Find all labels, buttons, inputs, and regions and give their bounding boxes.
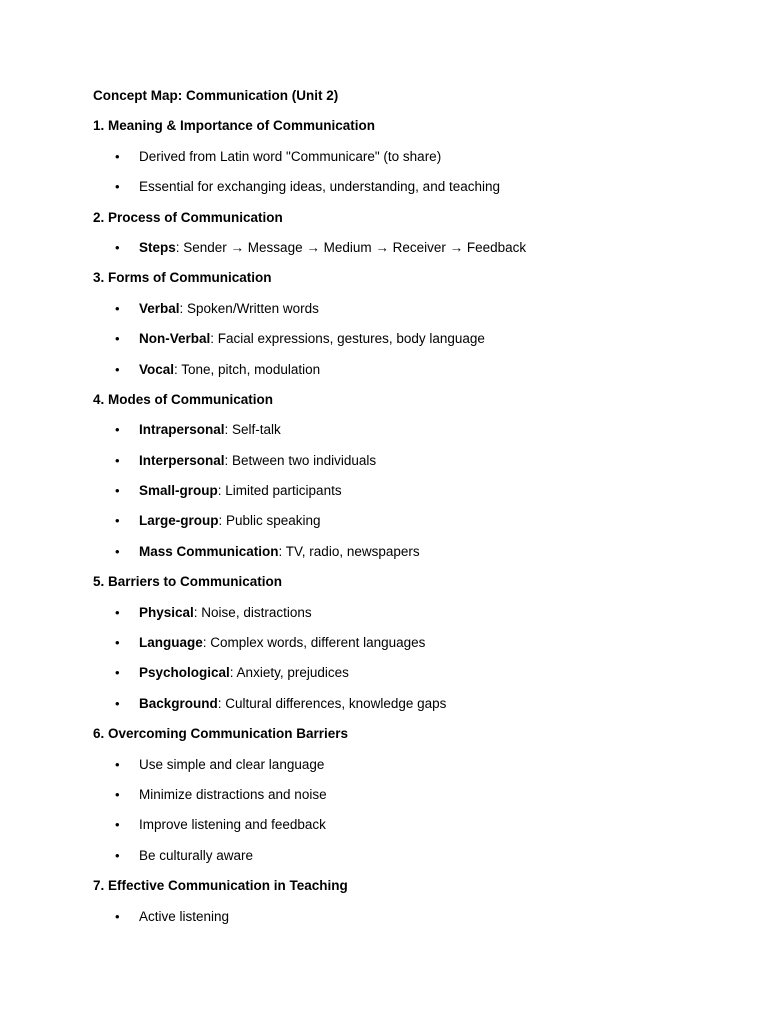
list-item: [93, 846, 713, 876]
list-item-text: [139, 420, 281, 440]
list-item-description: : Between two individuals: [224, 452, 377, 468]
list-item-term: Language: [139, 635, 203, 651]
section-heading: 2. Process of Communication: [93, 209, 283, 225]
bullet-icon: •: [115, 300, 120, 316]
list-item: [93, 785, 713, 815]
list-item-description: Derived from Latin word "Communicare" (to share): [139, 148, 442, 164]
list-item-term: Mass Communication: [139, 543, 279, 559]
bullet-icon: •: [115, 452, 120, 468]
list-item-description: Active listening: [139, 908, 230, 924]
bullet-icon: •: [115, 513, 120, 529]
bullet-icon: •: [115, 483, 120, 499]
list-item: [93, 360, 713, 390]
list-item-term: Vocal: [139, 361, 175, 377]
section-heading: 6. Overcoming Communication Barriers: [93, 726, 349, 742]
bullet-icon: •: [115, 786, 120, 802]
list-item-description: : Facial expressions, gestures, body language: [210, 331, 485, 347]
bullet-icon: •: [115, 422, 120, 438]
list-item: [93, 329, 713, 359]
list-item: [93, 663, 713, 693]
list-item-text: [139, 451, 376, 471]
list-item-description: : Cultural differences, knowledge gaps: [217, 695, 447, 711]
bullet-icon: •: [115, 148, 120, 164]
section-4: [93, 390, 713, 572]
list-item-description: : Self-talk: [224, 422, 281, 438]
list-item-description: : Noise, distractions: [193, 604, 312, 620]
list-item: [93, 603, 713, 633]
bullet-icon: •: [115, 331, 120, 347]
bullet-icon: •: [115, 847, 120, 863]
list-item-text: [139, 481, 342, 501]
list-item-description: Be culturally aware: [139, 847, 254, 863]
bullet-icon: •: [115, 635, 120, 651]
list-item-term: Interpersonal: [139, 452, 225, 468]
section-1: [93, 116, 713, 207]
list-item-text: [139, 755, 324, 775]
list-item-term: Intrapersonal: [139, 422, 225, 438]
list-item: [93, 755, 713, 785]
list-item-description: : Limited participants: [217, 483, 342, 499]
list-item-description: Use simple and clear language: [139, 756, 325, 772]
list-item: [93, 815, 713, 845]
list-item: [93, 451, 713, 481]
bullet-icon: •: [115, 361, 120, 377]
section-heading: 4. Modes of Communication: [93, 391, 274, 407]
section-heading: 1. Meaning & Importance of Communication: [93, 118, 376, 134]
list-item-description: : Complex words, different languages: [202, 635, 426, 651]
list-item-text: [139, 785, 327, 805]
list-item-text: [139, 694, 446, 714]
list-item-text: [139, 846, 253, 866]
list-item-term: Non-Verbal: [139, 331, 211, 347]
list-item: [93, 694, 713, 724]
list-item: [93, 481, 713, 511]
list-item-text: [139, 329, 485, 349]
list-item-term: Background: [139, 695, 218, 711]
list-item-text: [139, 299, 319, 319]
list-item-term: Psychological: [139, 665, 230, 681]
bullet-icon: •: [115, 695, 120, 711]
list-item-description: : Tone, pitch, modulation: [174, 361, 321, 377]
list-item-description: : Public speaking: [218, 513, 321, 529]
list-item-term: Steps: [139, 239, 176, 255]
list-item-text: [139, 542, 420, 562]
section-list: [93, 116, 713, 937]
section-7: [93, 876, 713, 937]
list-item-text: [139, 511, 321, 531]
list-item-text: [139, 360, 320, 380]
bullet-icon: •: [115, 543, 120, 559]
list-item-description: : TV, radio, newspapers: [278, 543, 420, 559]
list-item: [93, 299, 713, 329]
list-item-text: [139, 815, 326, 835]
document-body: [93, 86, 713, 937]
list-item-text: [139, 147, 441, 167]
list-item-term: Physical: [139, 604, 194, 620]
bullet-icon: •: [115, 239, 120, 255]
bullet-icon: •: [115, 179, 120, 195]
list-item-description: Improve listening and feedback: [139, 817, 326, 833]
section-heading: 5. Barriers to Communication: [93, 574, 283, 590]
section-6: [93, 724, 713, 876]
list-item-text: [139, 177, 500, 197]
list-item: [93, 147, 713, 177]
list-item: [93, 542, 713, 572]
list-item-description: : Sender → Message → Medium → Receiver → Feedback: [175, 239, 527, 255]
list-item-text: [139, 238, 526, 258]
list-item-term: Small-group: [139, 483, 218, 499]
list-item-text: [139, 633, 425, 653]
section-3: [93, 268, 713, 390]
list-item: [93, 633, 713, 663]
list-item-term: Verbal: [139, 300, 180, 316]
section-5: [93, 572, 713, 724]
bullet-icon: •: [115, 817, 120, 833]
bullet-icon: •: [115, 604, 120, 620]
list-item-description: Minimize distractions and noise: [139, 786, 327, 802]
list-item-text: [139, 663, 349, 683]
bullet-icon: •: [115, 908, 120, 924]
list-item: [93, 907, 713, 937]
list-item: [93, 177, 713, 207]
page-title: Concept Map: Communication (Unit 2): [93, 88, 339, 103]
list-item: [93, 420, 713, 450]
list-item-description: : Anxiety, prejudices: [229, 665, 349, 681]
list-item: [93, 238, 713, 268]
section-heading: 3. Forms of Communication: [93, 270, 272, 286]
bullet-icon: •: [115, 756, 120, 772]
list-item-text: [139, 603, 312, 623]
section-heading: 7. Effective Communication in Teaching: [93, 878, 348, 894]
list-item-description: Essential for exchanging ideas, understanding, and teaching: [139, 179, 500, 195]
bullet-icon: •: [115, 665, 120, 681]
list-item-term: Large-group: [139, 513, 219, 529]
list-item-text: [139, 907, 229, 927]
list-item-description: : Spoken/Written words: [179, 300, 319, 316]
section-2: [93, 208, 713, 269]
list-item: [93, 511, 713, 541]
